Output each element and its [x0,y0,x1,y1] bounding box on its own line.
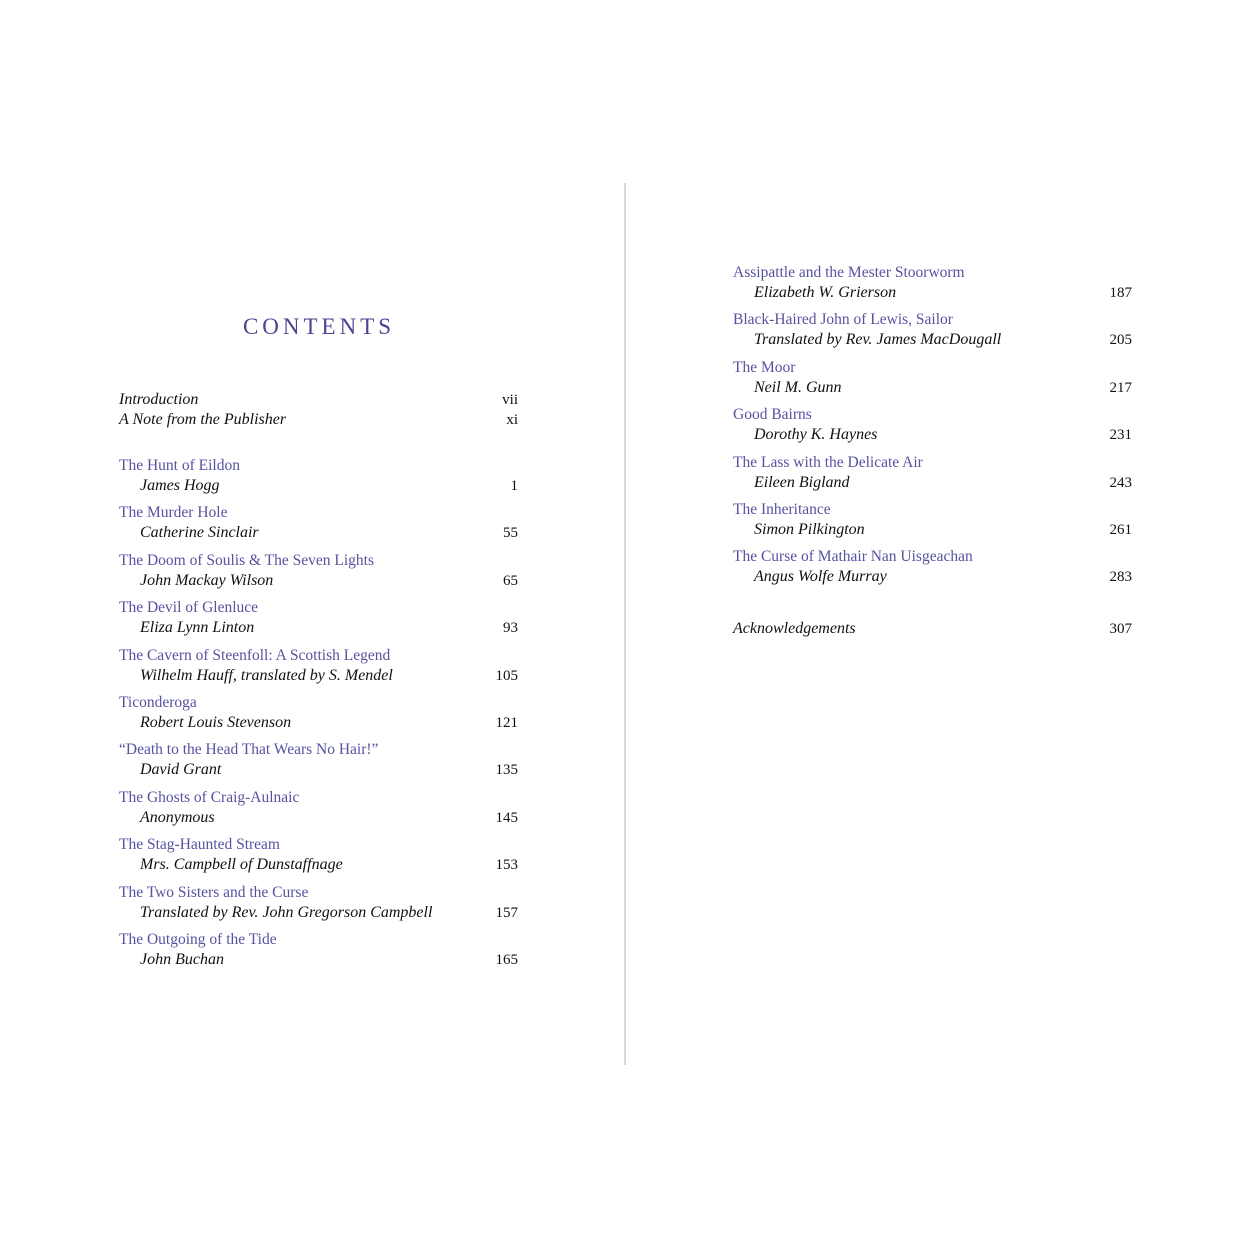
story-author: Elizabeth W. Grierson [754,284,897,301]
toc-entry[interactable] [119,835,518,882]
story-title: The Moor [733,358,796,376]
toc-entry[interactable] [119,598,518,645]
page-number: 307 [1109,621,1132,637]
story-title: The Two Sisters and the Curse [119,883,309,901]
page-number: 231 [1109,427,1132,444]
story-author: Wilhelm Hauff, translated by S. Mendel [140,666,393,684]
page-number: 205 [1109,332,1132,349]
page-number: xi [506,412,518,428]
story-author: John Mackay Wilson [140,571,274,589]
story-author: Neil M. Gunn [754,378,842,396]
story-author: Eliza Lynn Linton [140,619,255,637]
story-author: Mrs. Campbell of Dunstaffnage [140,856,343,874]
toc-entry[interactable] [733,547,1132,594]
page-number: 261 [1109,521,1132,538]
story-title: Assipattle and the Mester Stoorworm [733,264,965,281]
toc-entry[interactable] [733,263,1132,310]
front-matter-label: Introduction [119,391,199,408]
story-title: The Hunt of Eildon [119,457,240,474]
page-number: 65 [503,572,518,589]
toc-entry[interactable] [733,358,1132,405]
toc-entry[interactable] [119,788,518,835]
story-title: “Death to the Head That Wears No Hair!” [119,741,379,759]
toc-entry[interactable] [733,310,1132,357]
story-author: Catherine Sinclair [140,524,259,542]
story-author: David Grant [140,761,222,779]
page-number: 145 [495,809,518,826]
page-number: 243 [1109,474,1132,491]
page-number: 187 [1109,285,1132,301]
toc-entry[interactable] [119,646,518,693]
page-number: 165 [495,951,518,968]
toc-entry[interactable] [733,405,1132,452]
story-author: Translated by Rev. John Gregorson Campbell [140,903,433,921]
story-title: Black-Haired John of Lewis, Sailor [733,311,953,329]
toc-entry[interactable] [119,930,518,977]
story-title: The Outgoing of the Tide [119,930,277,948]
page-number: 217 [1109,379,1132,396]
story-title: Ticonderoga [119,693,197,711]
toc-entry[interactable] [119,740,518,787]
story-author: Simon Pilkington [754,520,865,538]
toc-entry[interactable] [733,500,1132,547]
contents-heading: CONTENTS [242,314,396,339]
toc-entry[interactable] [733,453,1132,500]
story-title: The Doom of Soulis & The Seven Lights [119,551,375,569]
story-author: Anonymous [140,808,215,826]
page-number: 153 [495,857,518,874]
story-title: The Murder Hole [119,504,228,522]
front-matter-item[interactable] [119,410,518,430]
story-title: The Inheritance [733,500,831,518]
front-matter-label: A Note from the Publisher [119,411,287,428]
story-title: Good Bairns [733,406,812,424]
story-author: Robert Louis Stevenson [140,713,292,731]
story-title: The Stag-Haunted Stream [119,836,280,854]
story-title: The Lass with the Delicate Air [733,453,923,471]
story-list-left [119,456,518,977]
toc-entry[interactable] [119,503,518,550]
back-matter-label: Acknowledgements [733,620,856,637]
back-matter-item[interactable] [733,619,1132,639]
story-author: Translated by Rev. James MacDougall [754,331,1002,349]
story-author: Eileen Bigland [754,473,850,491]
story-author: Angus Wolfe Murray [754,568,887,586]
back-matter-list [733,619,1132,639]
story-title: The Curse of Mathair Nan Uisgeachan [733,548,973,566]
page-number: 121 [495,714,518,731]
page-number: 93 [503,620,518,637]
story-list-right [733,263,1132,595]
toc-entry[interactable] [119,456,518,503]
page-number: 1 [510,478,518,494]
front-matter-item[interactable] [119,390,518,410]
page-number: 135 [495,762,518,779]
story-author: Dorothy K. Haynes [754,426,878,444]
page-number: 157 [495,904,518,921]
story-title: The Devil of Glenluce [119,599,259,617]
story-author: John Buchan [140,950,224,968]
front-matter-list [119,390,518,430]
page-gutter-divider [624,183,626,1065]
page-number: 283 [1109,569,1132,586]
story-author: James Hogg [140,477,220,494]
toc-entry[interactable] [119,693,518,740]
page-number: vii [502,392,518,408]
story-title: The Ghosts of Craig-Aulnaic [119,788,300,806]
toc-entry[interactable] [119,883,518,930]
story-title: The Cavern of Steenfoll: A Scottish Legend [119,646,391,664]
toc-entry[interactable] [119,551,518,598]
page-number: 55 [503,525,518,542]
page-number: 105 [495,667,518,684]
